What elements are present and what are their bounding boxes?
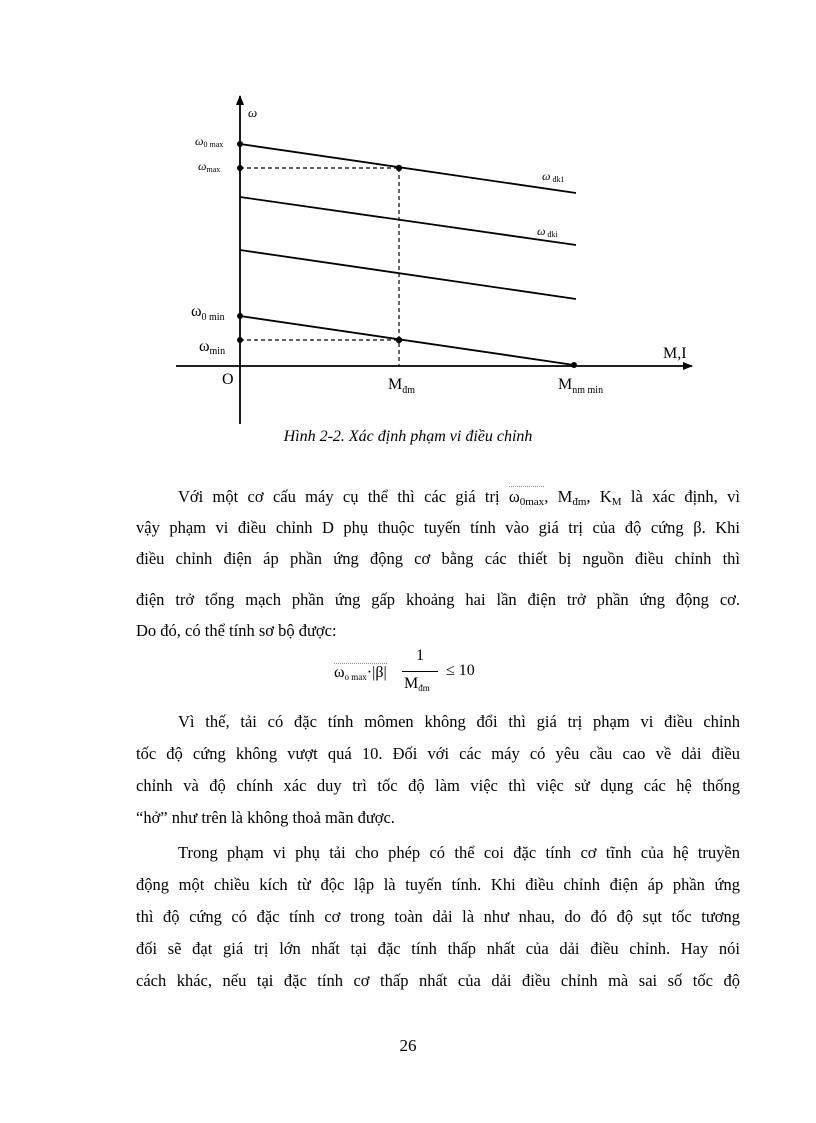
p2-line-1: Vì thế, tải có đặc tính mômen không đổi thì giá trị phạm vi điều chỉnh	[178, 712, 740, 731]
formula-fraction-bar	[402, 671, 438, 672]
label-line-ki: ω đki	[537, 224, 558, 239]
point-operating-high	[396, 165, 402, 171]
point-w0max	[237, 141, 243, 147]
label-w0min: $\omega_{0 min}$	[191, 303, 225, 323]
p1-line-3: điều chỉnh điện áp phần ứng động cơ bằng các thiết bị nguồn điều chỉnh thì	[136, 549, 740, 568]
label-line-k1: ω đk1	[542, 169, 565, 184]
label-wmin: ωmin	[199, 338, 226, 357]
formula-relation: ≤ 10	[446, 662, 475, 679]
figure-caption: Hình 2-2. Xác định phạm vi điều chỉnh	[283, 428, 533, 445]
p2-line-4: “hở” như trên là không thoả mãn được.	[136, 808, 395, 827]
formula-denominator: $M_{đm}$	[404, 675, 430, 693]
p1-line-1: Với một cơ cấu máy cụ thể thì các giá trị $\omega_{0max}$, $M_{đm}$, $K_M$ là xác định, vì	[178, 487, 740, 508]
point-mnm-min	[571, 362, 577, 368]
label-mnm-min: $M_{nm min}$	[558, 376, 604, 396]
p3-line-2: động một chiều kích từ độc lập là tuyến tính. Khi điều chỉnh điện áp phần ứng	[136, 875, 740, 894]
speed-range-diagram	[0, 0, 816, 425]
x-axis-label: M,I	[663, 345, 687, 362]
label-mdm: $M_{đm}$	[388, 376, 416, 396]
range-formula	[330, 645, 500, 701]
characteristic-line-k3	[240, 250, 576, 299]
point-wmin	[237, 337, 243, 343]
point-w0min	[237, 313, 243, 319]
y-axis-label: ω	[248, 105, 258, 120]
formula-numerator: 1	[416, 647, 424, 664]
characteristic-line-k2	[240, 197, 576, 245]
p2-line-3: chỉnh và độ chính xác duy trì tốc độ làm việc thì việc sử dụng các hệ thống	[136, 776, 740, 795]
formula-omega: $\omega_{o max}\cdot|\beta|$	[334, 664, 387, 682]
p2-line-2: tốc độ cứng không vượt quá 10. Đối với các máy có yêu cầu cao về dải điều	[136, 744, 740, 763]
page-number: 26	[399, 1036, 417, 1055]
origin-label: O	[222, 371, 234, 388]
p1-line-2: vậy phạm vi điều chỉnh D phụ thuộc tuyến tính vào giá trị của độ cứng β. Khi	[136, 518, 740, 537]
label-w0max: ω0 max	[195, 134, 224, 149]
label-wmax: ωmax	[198, 159, 221, 174]
p3-line-4: đối sẽ đạt giá trị lớn nhất tại đặc tính thấp nhất của dải điều chỉnh. Hay nói	[136, 939, 740, 958]
p3-line-3: thì độ cứng có đặc tính cơ trong toàn dải là như nhau, do đó độ sụt tốc tương	[136, 907, 740, 926]
p3-line-1: Trong phạm vi phụ tải cho phép có thể coi đặc tính cơ tĩnh của hệ truyền	[178, 843, 740, 862]
p1-line-5: Do đó, có thể tính sơ bộ được:	[136, 621, 337, 640]
p3-line-5: cách khác, nếu tại đặc tính cơ thấp nhất của dải điều chỉnh mà sai số tốc độ	[136, 971, 740, 990]
p1-line-4: điện trở tổng mạch phần ứng gấp khoảng hai lần điện trở phần ứng động cơ.	[136, 590, 740, 609]
omega-0max: $\omega_{0max}$	[508, 487, 545, 508]
point-wmax	[237, 165, 243, 171]
point-operating-low	[396, 337, 402, 343]
